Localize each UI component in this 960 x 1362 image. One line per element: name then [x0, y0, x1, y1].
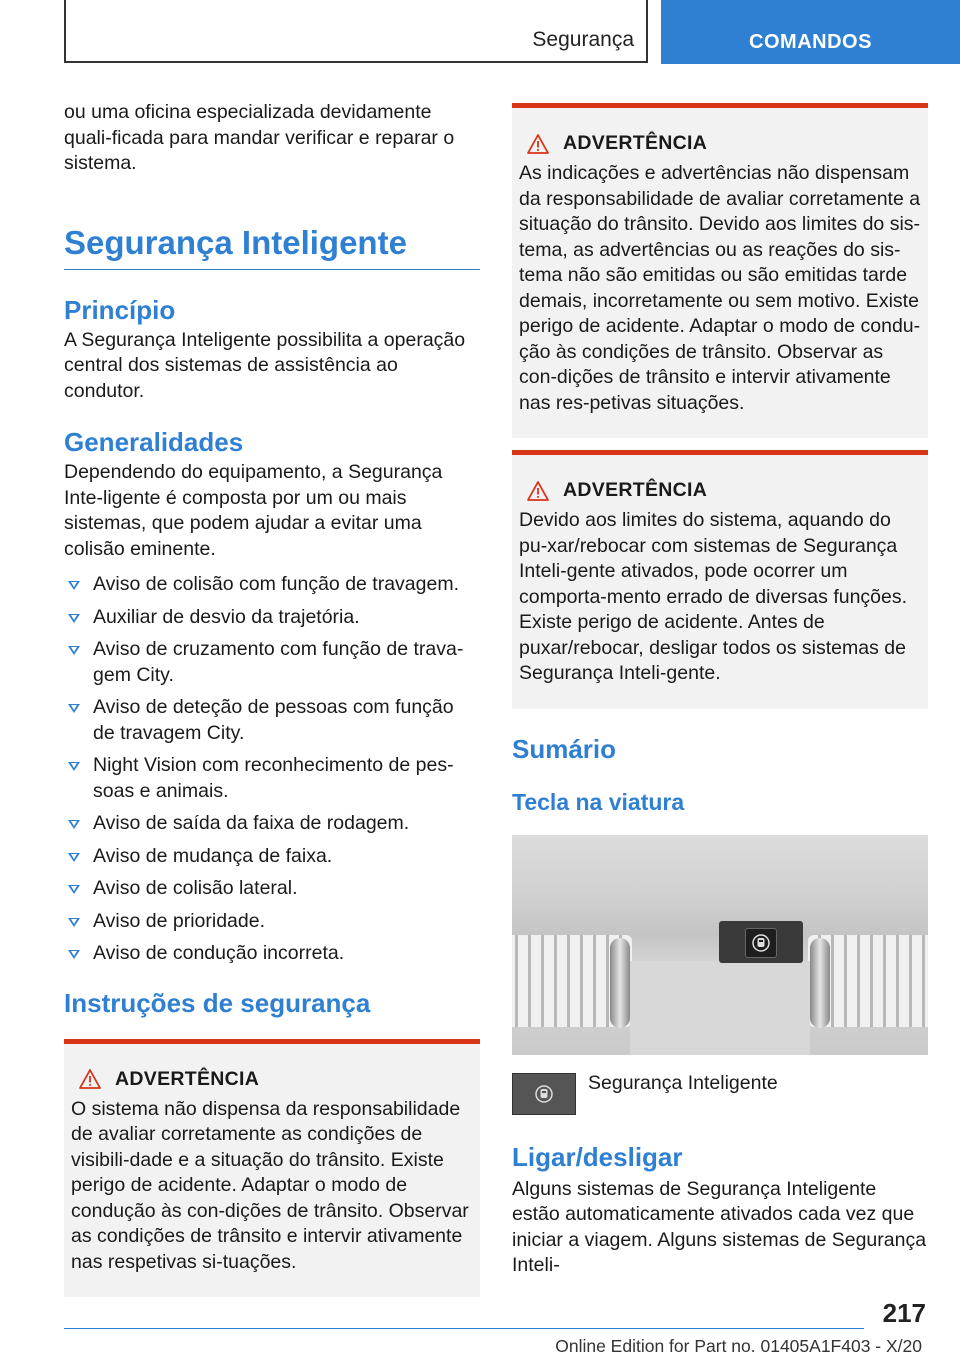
warning-box [512, 450, 928, 709]
vent-knob-right [810, 938, 830, 1028]
systems-list [64, 572, 480, 967]
general-heading: Generalidades [64, 427, 244, 457]
warning-text: O sistema não dispensa da responsabilidade de avaliar corretamente as condições de visibili-dade e a situação do trânsito. Existe perigo de acidente. Adaptar o modo de condução às con-dições de trânsito. Observar as condições de trânsito e intervir ativamente nas respetivas si-tuações. [71, 1097, 469, 1273]
list-item: Aviso de condução incorreta. [64, 941, 480, 967]
triangle-bullet-icon [68, 704, 80, 713]
list-item: Night Vision com reconhecimento de pes-soas e animais. [64, 753, 480, 804]
intelligent-safety-icon [529, 1080, 559, 1108]
warning-title: ADVERTÊNCIA [563, 132, 708, 154]
triangle-bullet-icon [68, 581, 80, 590]
warning-text: Devido aos limites do sistema, aquando do pu-xar/rebocar com sistemas de Segurança Inteli-gente ativados, pode ocorrer um comporta-mento errado de diversas funções. Existe perigo de acidente. Antes de puxar/rebocar, desligar todos os sistemas de Segurança Inteli-gente. [519, 509, 908, 684]
right-column [512, 103, 928, 1279]
vent-knob-left [610, 938, 630, 1028]
legend-button-icon [512, 1073, 576, 1115]
safety-button-photo [745, 928, 777, 958]
warning-triangle-icon [79, 1069, 101, 1089]
list-item: Aviso de deteção de pessoas com função de travagem City. [64, 695, 480, 746]
warning-title: ADVERTÊNCIA [563, 479, 708, 501]
button-legend [512, 1073, 928, 1115]
header-chapter-tab [661, 0, 960, 64]
left-column [64, 100, 480, 1297]
triangle-bullet-icon [68, 918, 80, 927]
list-item: Auxiliar de desvio da trajetória. [64, 605, 480, 631]
switch-panel [719, 921, 803, 963]
triangle-bullet-icon [68, 950, 80, 959]
triangle-bullet-icon [68, 853, 80, 862]
warning-title: ADVERTÊNCIA [115, 1067, 260, 1090]
list-item: Aviso de cruzamento com função de trava-gem City. [64, 637, 480, 688]
intelligent-safety-icon [746, 929, 776, 957]
triangle-bullet-icon [68, 885, 80, 894]
header-chapter-label: COMANDOS [749, 31, 872, 53]
warning-text: As indicações e advertências não dispensam da responsabilidade de avaliar corretamente a situação do trânsito. Devido aos limites do sis-tema, as advertências ou as reações do sis-tema não são emitidas ou são emitidas tarde demais, incorretamente ou sem motivo. Existe perigo de acidente. Adaptar o modo de condu-ção às condições de trânsito. Observar as con-dições de trânsito e intervir ativamente nas res-petivas situações. [519, 162, 921, 414]
onoff-text: Alguns sistemas de Segurança Inteligente estão automaticamente ativados cada vez que iniciar a viagem. Alguns sistemas de Segurança Inteli- [512, 1177, 927, 1276]
triangle-bullet-icon [68, 820, 80, 829]
center-console [630, 961, 810, 1055]
footer-edition: Online Edition for Part no. 01405A1F403 - X/20 [555, 1336, 922, 1356]
list-item: Aviso de prioridade. [64, 909, 480, 935]
legend-label: Segurança Inteligente [588, 1071, 778, 1094]
warning-box [512, 103, 928, 438]
title-rule [64, 269, 480, 270]
summary-heading: Sumário [512, 733, 617, 764]
intro-paragraph: ou uma oficina especializada devidamente quali-ficada para mandar verificar e reparar o sistema. [64, 101, 455, 174]
triangle-bullet-icon [68, 614, 80, 623]
footer-rule [64, 1328, 864, 1329]
principle-heading: Princípio [64, 294, 176, 325]
warning-header [79, 1068, 474, 1091]
list-item: Aviso de colisão lateral. [64, 876, 480, 902]
onoff-heading: Ligar/desligar [512, 1141, 683, 1172]
warning-header [527, 479, 922, 502]
page-number: 217 [882, 1298, 926, 1328]
safety-heading: Instruções de segurança [64, 987, 371, 1018]
warning-header [527, 132, 922, 155]
triangle-bullet-icon [68, 646, 80, 655]
warning-box [64, 1039, 480, 1298]
list-item: Aviso de saída da faixa de rodagem. [64, 811, 480, 837]
principle-text: A Segurança Inteligente possibilita a operação central dos sistemas de assistência ao condutor. [64, 328, 466, 402]
header-section-title: Segurança [532, 28, 634, 51]
warning-triangle-icon [527, 134, 549, 154]
list-item: Aviso de mudança de faixa. [64, 844, 480, 870]
dashboard-photo [512, 835, 928, 1055]
triangle-bullet-icon [68, 762, 80, 771]
general-text: Dependendo do equipamento, a Segurança Inte-ligente é composta por um ou mais sistemas, que podem ajudar a evitar uma colisão eminente. [64, 461, 443, 560]
section-title-block [64, 223, 480, 270]
section-title: Segurança Inteligente [64, 223, 407, 261]
key-heading: Tecla na viatura [512, 788, 685, 815]
warning-triangle-icon [527, 481, 549, 501]
list-item: Aviso de colisão com função de travagem. [64, 572, 480, 598]
